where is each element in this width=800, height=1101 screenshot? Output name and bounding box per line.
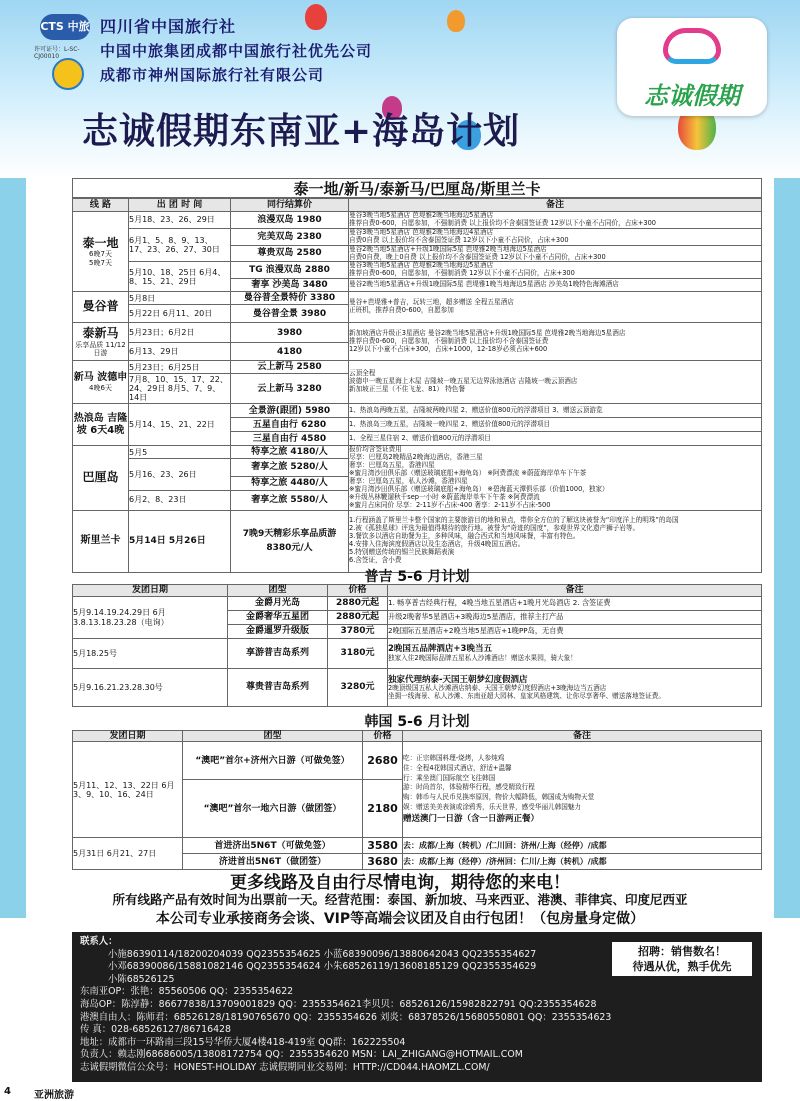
date-cell: 5月10、18、25日 6月4、8、15、21、29日 [129,262,231,292]
col-header: 出 团 时 间 [129,199,231,212]
page-title: 志诚假期东南亚+海岛计划 [82,111,521,152]
price-cell: 2880元起 [328,611,388,625]
col-header: 线 路 [73,199,129,212]
note-cell: 报价均含签证费用 尽享：巴厘岛2晚精品2晚海边酒店，香港三星 奢享：巴厘岛五星，香港四星 ※蜜月湾沙田俱乐部（赠送玻璃底船+海龟岛） ※阿费漂流 ※蔚蓝海岸单车下午茶 奢享：巴厘岛五星，私人沙滩，香港四星 ※蜜月湾沙田俱乐部（赠送玻璃底船+海龟岛） ※碧海蓝天潭俱乐部（价值1000，独家） ※升级丛林鞭遛秋千sep一小时 ※蔚蓝海岸单车下午茶 ※阿费漂流 ※蜜月占床同价 尽享：2-11岁不占床-400 奢享：2-11岁不占床-500 [349,446,762,510]
price-cell: 3780元 [328,625,388,639]
phuket-table [72,584,762,707]
date-cell: 5月8日 [129,292,231,305]
date-cell: 5月9.14.19.24.29日 6月3.8.13.18.23.28（电询） [73,597,228,639]
note-cell: 去：成都/上海（转机）/仁川回：济州/上海（经停）/成都 [403,838,762,854]
right-bar [774,178,800,918]
note-cell: 升级2晚奢华5星酒店+3晚海边5星酒店，推荐主打产品 [388,611,762,625]
note-cell: 1.行程涵盖了斯里兰卡整个国家的主要旅游目的地和景点，带你全方位的了解这块被誉为“印度洋上的明珠”的岛国 2.被《孤独星球》评选为最值得期待的旅行地。被誉为“奇迹的国度”，参观世界文化遗产狮子岩等。 3.餐饮多以酒店自助餐为主，多种风味，融合西式和当地风味餐，丰富有特色。 4.安排入住海滨度假酒店以及生态酒店，升级4晚国五酒店。 5.特别赠送传统的锡兰民族舞蹈表演 6.含签证，含小费 [349,510,762,572]
col-header: 发团日期 [73,731,183,742]
package-price: 全景游(跟团) 5980 [231,404,349,418]
date-cell: 6月2、8、23日 [129,490,231,510]
tour-type: “澳吧”首尔一地六日游（做团签） [183,780,363,838]
note-cell: 曼谷3晚当地5星酒店 芭堤雅2晚当地海边5星酒店 推荐自费0-600，自愿参加，不强制消费 12岁以下小童不占同价，占床+300 [349,262,762,279]
sea-section-title: 泰一地/新马/泰新马/巴厘岛/斯里兰卡 [72,178,762,198]
col-header: 价格 [363,731,403,742]
tour-type: 金爵暹罗升级版 [228,625,328,639]
date-cell: 5月18.25号 [73,639,228,669]
tour-type: 首进济出5N6T（可做免签） [183,838,363,854]
brand-name: 志诚假期 [644,82,740,110]
publication-name: 亚洲旅游 [34,1090,74,1101]
col-header: 价格 [328,585,388,597]
note-cell: 1. 畅享普吉经典行程，4晚当地五星酒店+1晚月光岛酒店 2. 含签证费 [388,597,762,611]
korea-section-title: 韩国 5-6 月计划 [364,714,470,730]
package-price: 特享之旅 4180/人 [231,446,349,459]
route-thailand: 泰一地 6晚7天 5晚7天 [73,212,129,292]
note-cell: 曼谷3晚当地5星酒店 芭堤雅2晚当地海边4星酒店 自费0自费 以上报价均不含泰国签证费 12岁以下小童不占同价，占床+300 [349,228,762,245]
agency-name-2: 中国中旅集团成都中国旅行社优先公司 [100,42,373,60]
brand-logo [617,18,767,116]
date-cell: 6月13、29日 [129,343,231,361]
recruit-notice: 招聘：销售数名！ 待遇从优，熟手优先 [612,942,752,976]
note-cell: 曼谷2晚当地5星酒店+升级1晚国际5星 芭堤雅1晚当地海边5星酒店 沙美岛1晚特色海滩酒店 [349,279,762,292]
note-cell: 去：成都/上海（经停）/济州回：仁川/上海（转机）/成都 [403,854,762,870]
col-header: 备注 [403,731,762,742]
col-header: 团型 [183,731,363,742]
package-price: 五星自由行 6280 [231,418,349,432]
contact-manager: 负责人：赖志刚68686005/13808172754 QQ：2355354620 MSN：LAI_ZHIGANG@HOTMAIL.COM [80,1049,523,1061]
package-price: TG 浪漫双岛 2880 [231,262,349,279]
price-cell: 3180元 [328,639,388,669]
contact-line: 小施86390114/18200204039 QQ2355354625 小蓝68390096/13880642043 QQ2355354627 [108,948,537,960]
package-price: 特享之旅 4480/人 [231,476,349,490]
note-cell: 曼谷3晚当地5星酒店 芭堤雅2晚当地海边5星酒店 推荐自费0-600，自愿参加，不强制消费 以上报价均不含泰国签证费 12岁以下小童不占同价，占床+300 [349,212,762,229]
date-cell: 5月14、15、21、22日 [129,404,231,446]
korea-table [72,730,762,870]
page-number: 4 [4,1086,11,1097]
price-cell: 3580 [363,838,403,854]
note-cell: 吃：正宗韩国料理-烧烤，人参炖鸡 住：全程4花韩国式酒店，舒适+温馨 行：乘坐澳门国际航空飞往韩国 游：时尚首尔，体验精华行程，感受精致行程 购：韩币与人民币兑换率原因，物价大幅降低，韩国成为购物天堂 娱：赠送美美表演或涂鸦秀，乐天世界，感受华丽儿韩国魅力 赠送澳门一日游（含一日游两正餐） [403,742,762,838]
date-cell: 6月1、5、8、9、13、17、23、26、27、30日 [129,228,231,262]
contact-line: 港澳自由人：陈师君：68526128/18190765670 QQ：2355354626 刘炎：68378526/15680550801 QQ：2355354623 [80,1011,612,1023]
page-footer [0,1086,800,1101]
route-tsm: 泰新马 乐享品质 11/12日游 [73,323,129,361]
note-cell: 新加坡酒店升级正3星酒店 曼谷2晚当地5星酒店+升级1晚国际5星 芭堤雅2晚当地海边5星酒店 推荐自费0-600，自愿参加，不强制消费 以上报价均不含泰国签证费 12岁以下小童不占床+300，占床+1000，12-18岁必须占床+600 [349,323,762,361]
date-cell: 5月31日 6月21、27日 [73,838,183,870]
col-header: 发团日期 [73,585,228,597]
tour-type: 尊贵普吉岛系列 [228,669,328,707]
col-header: 备注 [349,199,762,212]
contact-box [72,932,762,1082]
note-cell: 2晚国际五星酒店+2晚当地5星酒店+1晚PP岛，无自费 [388,625,762,639]
tour-type: 享游普吉岛系列 [228,639,328,669]
package-price: 完美双岛 2380 [231,228,349,245]
date-cell: 5月22日 6月11、20日 [129,305,231,323]
date-cell: 5月18、23、26、29日 [129,212,231,229]
cts-logo: CTS 中旅 [40,14,90,40]
package-price: 7晚9天精彩乐享品质游 8380元/人 [231,510,349,572]
promo-headline: 更多线路及自由行尽情电询，期待您的来电！ [230,873,570,893]
phuket-section-title: 普吉 5-6 月计划 [364,569,470,585]
route-xm: 新马 波德申 4晚6天 [73,361,129,404]
package-price: 云上新马 3280 [231,374,349,404]
balloon-decoration [447,10,465,32]
note-cell: 云顶全程 波德申一晚五星海上木屋 吉隆坡一晚五星无边界泳池酒店 吉隆坡一晚云顶酒店 新加坡正三星（不住飞龙、81） 特色餐 [349,361,762,404]
contact-line: 东南亚OP：张艳：85560506 QQ：2355354622 [80,986,294,998]
package-price: 浪漫双岛 1980 [231,212,349,229]
contact-line: 小邓68390086/15881082146 QQ2355354624 小朱68526119/13608185129 QQ2355354629 [108,961,537,973]
left-bar [0,178,26,918]
date-cell: 5月14日 5月26日 [129,510,231,572]
contact-address: 地址：成都市一环路南三段15号华侨大厦4楼418-419室 QQ群：162225504 [80,1036,406,1048]
date-cell: 5月9.16.21.23.28.30号 [73,669,228,707]
price-cell: 3680 [363,854,403,870]
price-cell: 2680 [363,742,403,780]
note-cell: 曼谷+芭堤雅+普吉，玩转三地，超多赠送 全程五星酒店 正班机，推荐自费0-600，自愿参加 [349,292,762,323]
cloud-icon [663,28,721,64]
mascot-logo [52,58,84,90]
route-bkk: 曼谷普 [73,292,129,323]
package-price: 3980 [231,323,349,343]
package-price: 奢享之旅 5280/人 [231,459,349,476]
promo-scope: 所有线路产品有效时间为出票前一天。经营范围：泰国、新加坡、马来西亚、港澳、菲律宾、印度尼西亚 [112,892,688,907]
package-price: 曼谷普全景特价 3380 [231,292,349,305]
package-price: 曼谷普全景 3980 [231,305,349,323]
tour-type: 金爵奢华五星团 [228,611,328,625]
note-cell: 1、热浪岛三晚五星，吉隆坡一晚四星 2、赠送价值800元的浮潜项目 [349,418,762,432]
package-price: 奢享之旅 5580/人 [231,490,349,510]
contact-wechat: 志诚假期微信公众号：HONEST-HOLIDAY 志诚假期同业交易网：HTTP://CD044.HAOMZL.COM/ [80,1061,490,1073]
agency-name-3: 成都市神州国际旅行社有限公司 [100,66,325,84]
tour-type: 济进首出5N6T（做团签） [183,854,363,870]
date-cell: 5月23日；6月25日 [129,361,231,374]
col-header: 团型 [228,585,328,597]
hero-banner [0,0,800,180]
note-cell: 1、全程三星住宿 2、赠送价值800元的浮潜项目 [349,432,762,446]
balloon-decoration [305,4,327,30]
tour-type: 金爵月光岛 [228,597,328,611]
date-cell: 5月11、12、13、22日 6月3、9、10、16、24日 [73,742,183,838]
note-cell: 曼谷2晚当地5星酒店+升级1晚国际5星 芭堤雅2晚当地海边5星酒店 自费0自费，晚上0自费 以上报价均不含泰国签证费 12岁以下小童不占同价，占床+300 [349,245,762,262]
col-header: 同行结算价 [231,199,349,212]
package-price: 奢享 沙美岛 3480 [231,279,349,292]
package-price: 4180 [231,343,349,361]
price-cell: 2880元起 [328,597,388,611]
price-cell: 3280元 [328,669,388,707]
contact-line: 小陈68526125 [108,973,175,985]
date-cell: 5月16、23、26日 [129,459,231,490]
agency-name-1: 四川省中国旅行社 [100,17,237,36]
package-price: 云上新马 2580 [231,361,349,374]
route-srilanka: 斯里兰卡 [73,510,129,572]
license-number: 许可证号：L-SC-CJ00010 [34,46,80,60]
note-cell: 1、热浪岛两晚五星，吉隆坡两晚四星 2、赠送价值800元的浮潜项目 3、赠送云顶游览 [349,404,762,418]
col-header: 备注 [388,585,762,597]
contact-fax: 传 真：028-68526127/86716428 [80,1024,231,1036]
price-cell: 2180 [363,780,403,838]
note-cell: 2晚国五品牌酒店+3晚当五 独家入住2晚国际品牌五星私人沙滩酒店！赠送水果园，骑大象！ [388,639,762,669]
route-redang: 热浪岛 吉隆坡 6天4晚 [73,404,129,446]
date-cell: 7月8、10、15、17、22、24、29日 8月5、7、9、14日 [129,374,231,404]
contact-label: 联系人： [80,936,118,947]
package-price: 三星自由行 4580 [231,432,349,446]
date-cell: 5月23日；6月2日 [129,323,231,343]
note-cell: 独家代理纳泰-天国王朝梦幻度假酒店 2晚顶级国五私人沙滩酒店纳泰、天国王朝梦幻度假酒店+3晚海边当五酒店 坐拥一线海景、私人沙滩、东南亚超大园林、皇家风格建筑、让你尽享奢华、赠送落地签证费。 [388,669,762,707]
tour-type: “澳吧”首尔+济州六日游（可做免签） [183,742,363,780]
sea-table [72,198,762,573]
contact-line: 海岛OP：陈淳静：86677838/13709001829 QQ：2355354621李贝贝：68526126/15982822791 QQ:2355354628 [80,998,597,1010]
promo-business: 本公司专业承接商务会谈、VIP等高端会议团及自由行包团！（包房量身定做） [155,911,645,927]
route-bali: 巴厘岛 [73,446,129,510]
date-cell: 5月5 [129,446,231,459]
package-price: 尊贵双岛 2580 [231,245,349,262]
